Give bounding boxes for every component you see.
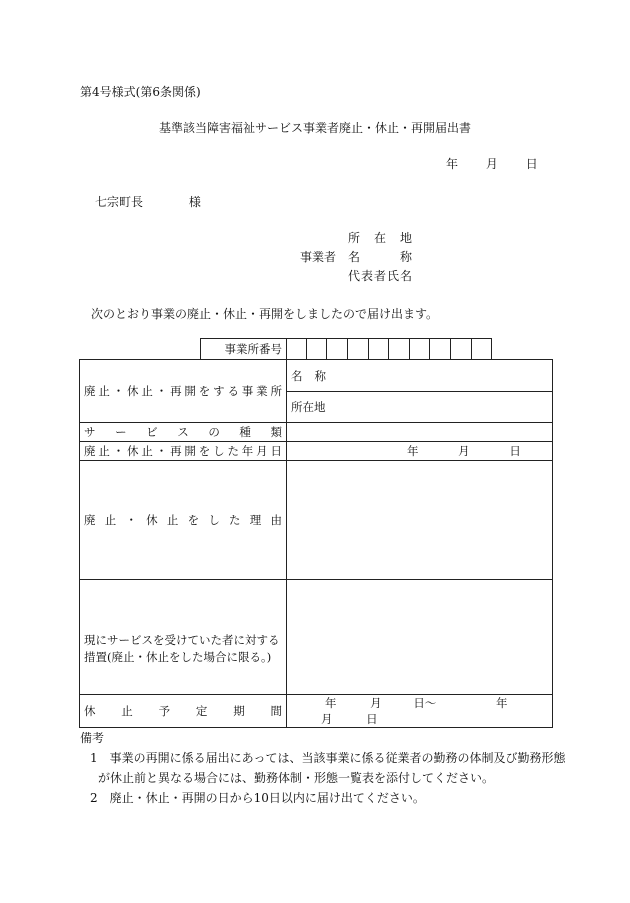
- year-label: 年: [407, 444, 419, 458]
- addressee-honorific: 様: [188, 195, 201, 209]
- office-address-field[interactable]: [287, 392, 553, 423]
- operator-address-label: 所在地: [348, 231, 412, 245]
- period-end-day: 日: [366, 712, 378, 726]
- office-number-cell[interactable]: [472, 339, 492, 360]
- office-number-cell[interactable]: [410, 339, 430, 360]
- period-start-month: 月: [370, 696, 382, 710]
- office-number-cell[interactable]: [451, 339, 472, 360]
- period-end-year: 年: [495, 696, 508, 710]
- period-start-year: 年: [325, 696, 337, 710]
- notification-table: [79, 338, 553, 728]
- measures-label: [80, 580, 287, 695]
- measures-field[interactable]: [287, 580, 553, 695]
- office-number-cell[interactable]: [307, 339, 327, 360]
- office-number-cell[interactable]: [327, 339, 348, 360]
- submission-date: [446, 155, 562, 172]
- office-number-cell[interactable]: [348, 339, 369, 360]
- office-name-label: 名称: [291, 368, 338, 383]
- measures-row: [80, 580, 553, 695]
- intro-text: 次のとおり事業の廃止・休止・再開をしましたので届け出ます。: [91, 307, 439, 321]
- form-reference: 第4号様式(第6条関係): [80, 85, 201, 99]
- reason-label: 廃止・休止をした理由: [80, 461, 287, 580]
- notes: [80, 728, 566, 808]
- office-name-field[interactable]: [287, 360, 553, 392]
- date-label: 廃止・休止・再開をした年月日: [80, 442, 287, 461]
- period-field[interactable]: [287, 695, 553, 728]
- service-type-row: [80, 423, 553, 442]
- period-end-month: 月: [321, 712, 333, 726]
- measures-label-line-2: 措置(廃止・休止をした場合に限る。): [84, 650, 272, 664]
- reason-row: [80, 461, 553, 580]
- representative-label: 代表者氏名: [348, 269, 412, 283]
- addressee: [95, 193, 201, 210]
- office-name-row: [80, 360, 553, 392]
- office-number-cell[interactable]: [369, 339, 389, 360]
- operator-label: 事業者: [300, 250, 337, 264]
- addressee-name: 七宗町長: [95, 195, 144, 209]
- date-field[interactable]: [287, 442, 553, 461]
- office-number-cell[interactable]: [389, 339, 410, 360]
- note-2: 2 廃止・休止・再開の日から10日以内に届け出てください。: [90, 791, 425, 805]
- office-address-label: 所在地: [291, 400, 326, 414]
- reason-field[interactable]: [287, 461, 553, 580]
- month-label: 月: [485, 157, 498, 171]
- document-title: 基準該当障害福祉サービス事業者廃止・休止・再開届出書: [158, 121, 471, 135]
- service-type-field[interactable]: [287, 423, 553, 442]
- operator-block: [300, 229, 412, 286]
- office-number-row: [80, 339, 553, 360]
- office-number-label: 事業所番号: [201, 339, 287, 360]
- month-label: 月: [458, 444, 470, 458]
- operator-name-label: 名称: [348, 250, 412, 264]
- year-label: 年: [446, 157, 459, 171]
- note-1-continued: が休止前と異なる場合には、勤務体制・形態一覧表を添付してください。: [98, 771, 495, 785]
- day-label: 日: [509, 444, 521, 458]
- office-label: 廃止・休止・再開をする事業所: [80, 360, 287, 423]
- service-type-label: サービスの種類: [80, 423, 287, 442]
- period-separator: 日〜: [413, 696, 437, 710]
- office-number-cell[interactable]: [430, 339, 451, 360]
- notes-heading: 備考: [80, 731, 105, 745]
- measures-label-line-1: 現にサービスを受けていた者に対する: [84, 633, 280, 647]
- day-label: 日: [525, 157, 538, 171]
- period-label: 休止予定期間: [80, 695, 287, 728]
- date-row: [80, 442, 553, 461]
- office-number-cell[interactable]: [287, 339, 307, 360]
- period-row: [80, 695, 553, 728]
- note-1: 1 事業の再開に係る届出にあっては、当該事業に係る従業者の勤務の体制及び勤務形態: [90, 751, 566, 765]
